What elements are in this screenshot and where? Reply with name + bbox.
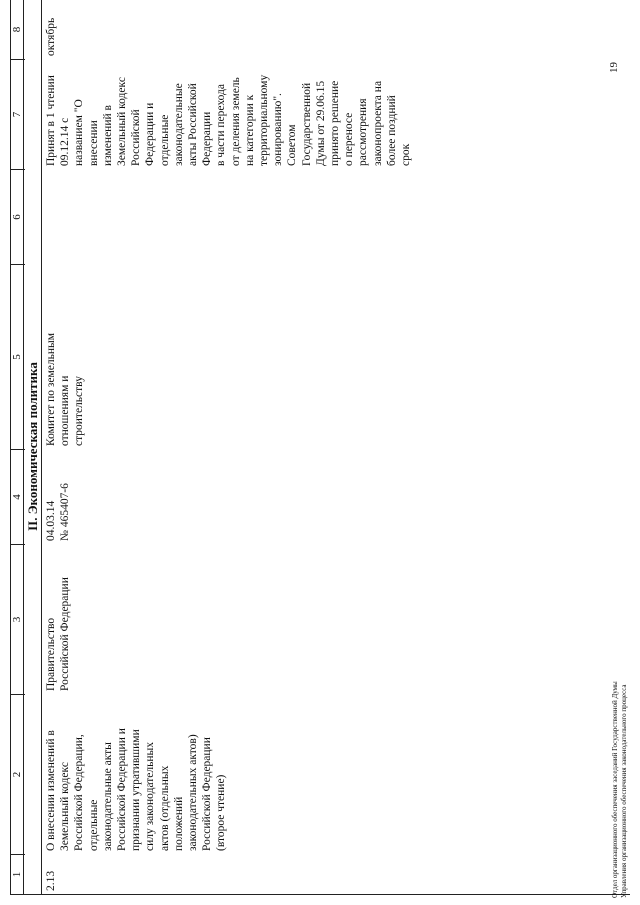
bill-title: О внесении изменений в Земельный кодекс Российской Федерации, отдельные законодательные акты Российской Федерации и признании утратившими силу законодательных актов (отдельных положений законодательных актов) Российской Федерации (второе чтение) (45, 728, 228, 851)
column-header-1: 1 (11, 854, 25, 894)
responsible-committee: Комитет по земельным отношениям и строительству (45, 332, 86, 446)
column-6-value (42, 169, 46, 264)
bill-table (10, 0, 630, 895)
footer-line-1: Отдел организационного обеспечения заседаний Государственной Думы (611, 681, 619, 898)
column-header-3: 3 (11, 544, 25, 694)
column-header-6: 6 (11, 169, 25, 264)
column-header-row (10, 0, 24, 894)
section-title: II. Экономическая политика (24, 0, 42, 894)
footer-line-2: Управления организационного обеспечения законодательного процесса (620, 684, 628, 898)
bill-author: Правительство Российской Федерации (45, 577, 72, 691)
column-header-8: 8 (11, 0, 25, 59)
column-header-5: 5 (11, 264, 25, 449)
row-number: 2.13 (45, 870, 57, 891)
column-header-2: 2 (11, 694, 25, 854)
bill-date-number: 04.03.14 № 465407-6 (45, 483, 72, 541)
page-number: 19 (608, 62, 620, 73)
table-row (42, 0, 630, 894)
bill-status: Принят в 1 чтении 09.12.14 с названием "О внесении изменений в Земельный кодекс Российской Федерации и отдельные законодательные акты Российской Федерации в части перехода от деления земель на категории к территориальному зонированию". Советом Государственной Думы от 29.06.15 принято решение о переносе рассмотрения законопроекта на более поздний срок (45, 74, 413, 166)
column-header-4: 4 (11, 449, 25, 544)
consideration-period: октябрь (45, 17, 57, 56)
column-header-7: 7 (11, 59, 25, 169)
